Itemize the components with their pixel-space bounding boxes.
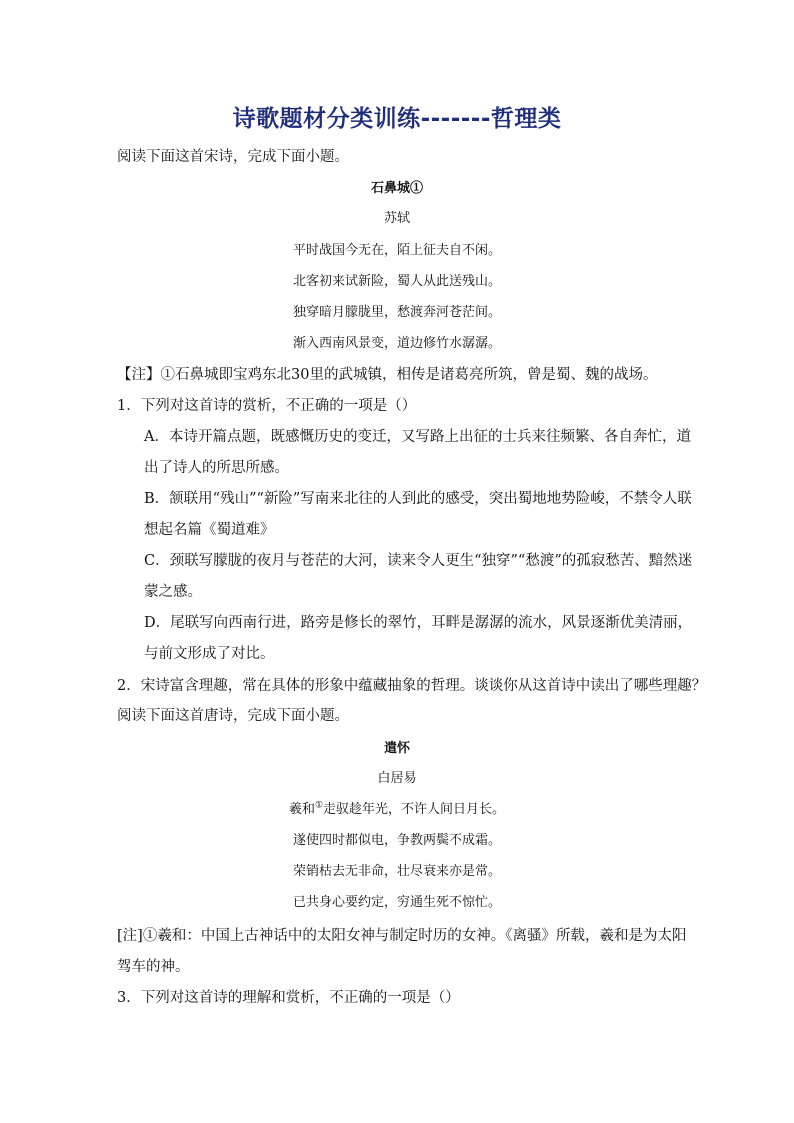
q1-option-b-cont: 想起名篇《蜀道难》: [144, 522, 275, 538]
poem1-line: 北客初来试新险，蜀人从此送残山。: [292, 274, 501, 289]
q1-option-d-cont: 与前文形成了对比。: [144, 646, 275, 662]
poem2-line1-end: 走驭趁年光，不许人间日月长。: [323, 802, 506, 817]
q1-option-c-cont: 蒙之感。: [144, 584, 202, 600]
poem2-note-cont: 驾车的神。: [117, 959, 190, 975]
poem2-line: 遂使四时都似电，争教两鬓不成霜。: [292, 833, 501, 848]
poem2-line: 已共身心要约定，穷通生死不惊忙。: [292, 895, 501, 910]
section1-intro: 阅读下面这首宋诗，完成下面小题。: [117, 149, 349, 165]
section2-intro: 阅读下面这首唐诗，完成下面小题。: [117, 708, 349, 724]
poem2-line: [0, 798, 794, 817]
poem2-title: 遣怀: [383, 741, 410, 756]
question-3-stem: 3．下列对这首诗的理解和赏析，不正确的一项是（）: [117, 990, 460, 1006]
poem1-line: 渐入西南风景变，道边修竹水潺潺。: [292, 336, 501, 351]
poem2-line: 荣销枯去无非命，壮尽衰来亦是常。: [292, 864, 501, 879]
poem2-line1-start: 羲和: [288, 802, 315, 817]
poem1-line: 独穿暗月朦胧里，愁渡奔河苍茫间。: [292, 305, 501, 320]
footnote-marker: ①: [314, 800, 324, 811]
q1-option-d: D．尾联写向西南行进，路旁是修长的翠竹，耳畔是潺潺的流水，风景逐渐优美清丽，: [144, 615, 693, 631]
q1-option-a-cont: 出了诗人的所思所感。: [144, 460, 289, 476]
question-1-stem: 1．下列对这首诗的赏析，不正确的一项是（）: [117, 398, 417, 414]
question-2: 2．宋诗富含理趣，常在具体的形象中蕴藏抽象的哲理。谈谈你从这首诗中读出了哪些理趣？: [117, 678, 707, 694]
q1-option-a: A．本诗开篇点题，既感慨历史的变迁，又写路上出征的士兵来往频繁、各自奔忙，道: [144, 429, 691, 445]
poem1-note: 【注】①石鼻城即宝鸡东北30里的武城镇，相传是诸葛亮所筑，曾是蜀、魏的战场。: [117, 367, 658, 383]
poem1-line: 平时战国今无在，陌上征夫自不闲。: [292, 243, 501, 258]
poem1-author: 苏轼: [383, 211, 410, 226]
poem1-title: 石鼻城①: [370, 181, 423, 196]
q1-option-c: C．颈联写朦胧的夜月与苍茫的大河，读来令人更生“独穿”“愁渡”的孤寂愁苦、黯然迷: [144, 553, 693, 569]
page-title: 诗歌题材分类训练-------哲理类: [232, 106, 562, 132]
poem2-author: 白居易: [377, 771, 417, 786]
q1-option-b: B．颔联用“残山”“新险”写南来北往的人到此的感受，突出蜀地地势险峻，不禁令人联: [144, 491, 692, 507]
poem2-note: [注]①羲和：中国上古神话中的太阳女神与制定时历的女神。《离骚》所载，羲和是为太阳: [117, 928, 687, 944]
